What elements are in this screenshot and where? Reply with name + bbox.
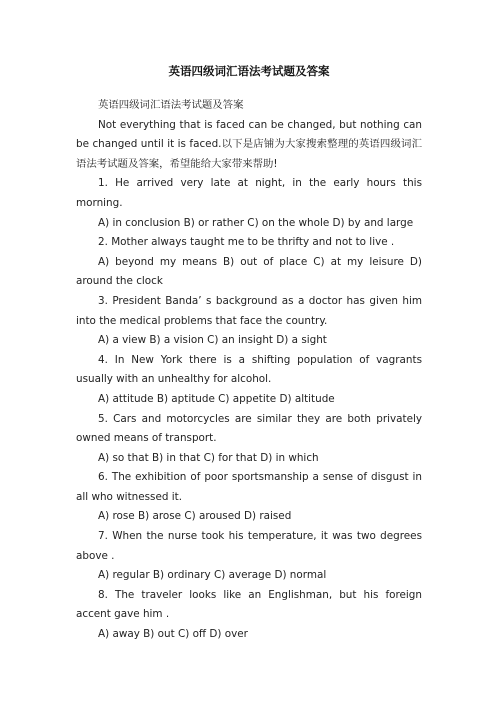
question-options: A) rose B) arose C) aroused D) raised [98,510,292,523]
question-options: A) away B) out C) off D) over [98,628,248,641]
subtitle: 英语四级词汇语法考试题及答案 [98,99,244,111]
question-stem: 7. When the nurse took his temperature, it was two degrees above . [76,530,422,562]
question-options: A) attitude B) aptitude C) appetite D) altitude [98,392,335,405]
question-stem: 8. The traveler looks like an Englishman, but his foreign accent gave him . [76,588,422,621]
question-stem: 6. The exhibition of poor sportsmanship a sense of disgust in all who witnessed it. [76,471,422,503]
question-options: A) beyond my means B) out of place C) at my leisure D) around the clock [76,255,422,288]
question-stem: 1. He arrived very late at night, in the early hours this morning. [76,177,422,209]
page-title: 英语四级词汇语法考试题及答案 [168,64,330,78]
question-options: A) so that B) in that C) for that D) in which [98,451,319,464]
question-stem: 2. Mother always taught me to be thrifty and not to live . [98,236,395,249]
question-options: A) in conclusion B) or rather C) on the whole D) by and large [98,216,414,229]
question-stem: 3. President Banda’ s background as a doctor has given him into the medical problems that face the country. [76,294,422,327]
question-stem: 4. In New York there is a shifting population of vagrants usually with an unhealthy for alcohol. [76,353,422,386]
question-options: A) regular B) ordinary C) average D) normal [98,569,327,582]
question-stem: 5. Cars and motorcycles are similar they are both privately owned means of transport. [76,412,422,445]
question-options: A) a view B) a vision C) an insight D) a sight [98,334,327,347]
intro-paragraph: Not everything that is faced can be changed, but nothing can be changed until it is faced.以下是店铺为大家搜索整理的英语四级词汇语法考试题及答案，希望能给大家带来帮助! [76,118,422,170]
